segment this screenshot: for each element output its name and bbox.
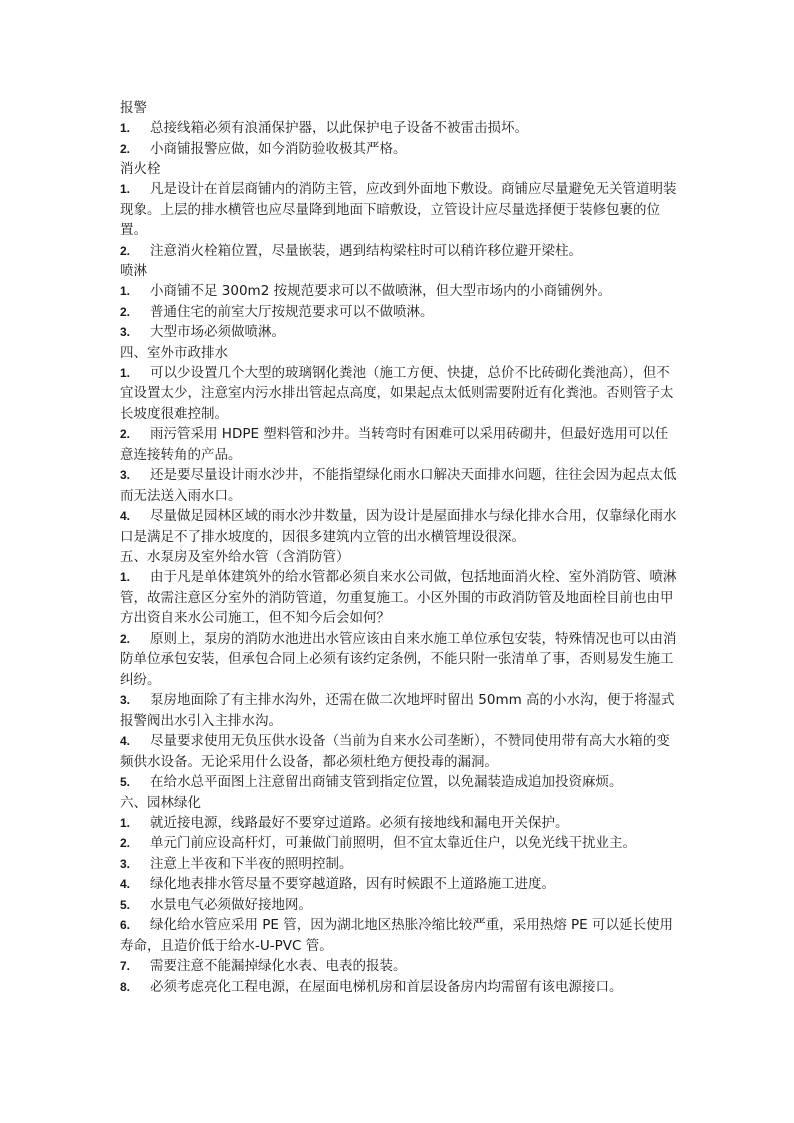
- list-item: [120, 322, 680, 343]
- section-heading-landscaping: 六、园林绿化: [120, 794, 201, 811]
- item-number: 1.: [120, 570, 131, 584]
- item-number: 8.: [120, 979, 131, 994]
- list-item: [120, 772, 680, 793]
- list-item: [120, 833, 680, 854]
- list-item: [120, 731, 680, 772]
- list-item: [120, 506, 680, 547]
- item-number: 5.: [120, 897, 131, 912]
- item-text: 还是要尽量设计雨水沙井，不能指望绿化雨水口解决天面排水问题，往往会因为起点太低而无法送入雨水口。: [120, 467, 677, 504]
- list-item: [120, 915, 680, 956]
- list-item: [120, 139, 680, 160]
- item-text: 需要注意不能漏掉绿化水表、电表的报装。: [150, 958, 407, 974]
- list-item: [120, 874, 680, 895]
- item-number: 2.: [120, 631, 131, 646]
- list-item: [120, 567, 680, 629]
- item-number: 2.: [120, 836, 131, 850]
- list-item: [120, 118, 680, 139]
- item-number: 1.: [120, 182, 131, 196]
- item-text: 泵房地面除了有主排水沟外，还需在做二次地坪时留出 50mm 高的小水沟，便于将湿式报警阀出水引入主排水沟。: [120, 692, 675, 729]
- list-item: [120, 956, 680, 977]
- section-heading-alarm: 报警: [120, 100, 147, 116]
- item-text: 绿化地表排水管尽量不要穿越道路，因有时候跟不上道路施工进度。: [150, 876, 555, 892]
- item-text: 总接线箱必须有浪涌保护器，以此保护电子设备不被雷击损坏。: [150, 120, 528, 136]
- list-item: [120, 977, 680, 998]
- item-text: 可以少设置几个大型的玻璃钢化粪池（施工方便、快捷，总价不比砖砌化粪池高），但不宜设置太少，注意室内污水排出管起点高度，如果起点太低则需要附近有化粪池。否则管子太长坡度很难控制。: [120, 364, 674, 422]
- item-text: 注意消火栓箱位置，尽量嵌装，遇到结构梁柱时可以稍许移位避开梁柱。: [150, 242, 582, 259]
- item-text: 大型市场必须做喷淋。: [150, 324, 285, 340]
- item-text: 必须考虑亮化工程电源，在屋面电梯机房和首层设备房内均需留有该电源接口。: [150, 978, 623, 995]
- item-number: 1.: [120, 815, 131, 830]
- item-number: 2.: [120, 304, 131, 319]
- list-item: [120, 302, 680, 323]
- section-heading-pump-room: 五、水泵房及室外给水管（含消防管）: [120, 549, 350, 565]
- section-heading-outdoor-drainage: 四、室外市政排水: [120, 344, 228, 361]
- item-number: 3.: [120, 468, 131, 482]
- item-text: 单元门前应设高杆灯，可兼做门前照明，但不宜太靠近住户，以免光线干扰业主。: [150, 835, 636, 851]
- list-item: [120, 629, 680, 691]
- item-number: 1.: [120, 365, 131, 380]
- item-number: 3.: [120, 856, 131, 871]
- item-text: 尽量做足园林区域的雨水沙井数量，因为设计是屋面排水与绿化排水合用，仅靠绿化雨水口是满足不了排水坡度的，因很多建筑内立管的出水横管埋设很深。: [120, 508, 677, 545]
- item-number: 2.: [120, 141, 131, 156]
- item-number: 6.: [120, 918, 131, 932]
- list-item: [120, 813, 680, 834]
- item-number: 7.: [120, 959, 131, 973]
- item-text: 在给水总平面图上注意留出商铺支管到指定位置，以免漏装造成追加投资麻烦。: [150, 774, 623, 790]
- list-item: [120, 281, 680, 302]
- item-number: 3.: [120, 325, 131, 339]
- item-text: 由于凡是单体建筑外的给水管都必须自来水公司做，包括地面消火栓、室外消防管、喷淋管，故需注意区分室外的消防管道，勿重复施工。小区外围的市政消防管及地面栓目前也由甲方出资自来水公司施工，但不知今后会如何？: [120, 569, 677, 626]
- item-number: 2.: [120, 427, 131, 441]
- list-item: [120, 895, 680, 916]
- list-item: [120, 363, 680, 425]
- item-number: 3.: [120, 693, 131, 707]
- item-text: 雨污管采用 HDPE 塑料管和沙井。当转弯时有困难可以采用砖砌井，但最好选用可以任意连接转角的产品。: [120, 426, 669, 463]
- item-number: 4.: [120, 877, 131, 891]
- item-number: 1.: [120, 121, 131, 135]
- item-text: 凡是设计在首层商铺内的消防主管，应改到外面地下敷设。商铺应尽量避免无关管道明装现象。上层的排水横管也应尽量降到地面下暗敷设，立管设计应尽量选择便于装修包裹的位置。: [120, 181, 677, 238]
- item-text: 绿化给水管应采用 PE 管，因为湖北地区热胀冷缩比较严重，采用热熔 PE 可以延长使用寿命，且造价低于给水-U-PVC 管。: [120, 917, 674, 954]
- item-text: 注意上半夜和下半夜的照明控制。: [150, 855, 353, 872]
- item-text: 就近接电源，线路最好不要穿过道路。必须有接地线和漏电开关保护。: [150, 814, 569, 831]
- item-number: 1.: [120, 284, 131, 298]
- list-item: [120, 465, 680, 506]
- list-item: [120, 241, 680, 262]
- item-text: 小商铺不足 300m2 按规范要求可以不做喷淋，但大型市场内的小商铺例外。: [150, 283, 612, 299]
- item-text: 水景电气必须做好接地网。: [150, 896, 312, 913]
- item-number: 4.: [120, 509, 131, 523]
- section-heading-hydrant: 消火栓: [120, 161, 161, 177]
- item-number: 5.: [120, 775, 131, 789]
- list-item: [120, 424, 680, 465]
- item-number: 4.: [120, 734, 131, 748]
- list-item: [120, 854, 680, 875]
- item-text: 小商铺报警应做，如今消防验收极其严格。: [150, 140, 407, 157]
- item-text: 普通住宅的前室大厅按规范要求可以不做喷淋。: [150, 303, 434, 320]
- list-item: [120, 690, 680, 731]
- item-text: 原则上，泵房的消防水池进出水管应该由自来水施工单位承包安装，特殊情况也可以由消防单位承包安装，但承包合同上必须有该约定条例，不能只附一张清单了事，否则易发生施工纠纷。: [120, 630, 677, 688]
- list-item: [120, 179, 680, 241]
- item-text: 尽量要求使用无负压供水设备（当前为自来水公司垄断），不赞同使用带有高大水箱的变频供水设备。无论采用什么设备，都必须杜绝方便投毒的漏洞。: [120, 733, 670, 770]
- document-body: [120, 98, 680, 997]
- section-heading-sprinkler: 喷淋: [120, 263, 147, 279]
- item-number: 2.: [120, 243, 131, 258]
